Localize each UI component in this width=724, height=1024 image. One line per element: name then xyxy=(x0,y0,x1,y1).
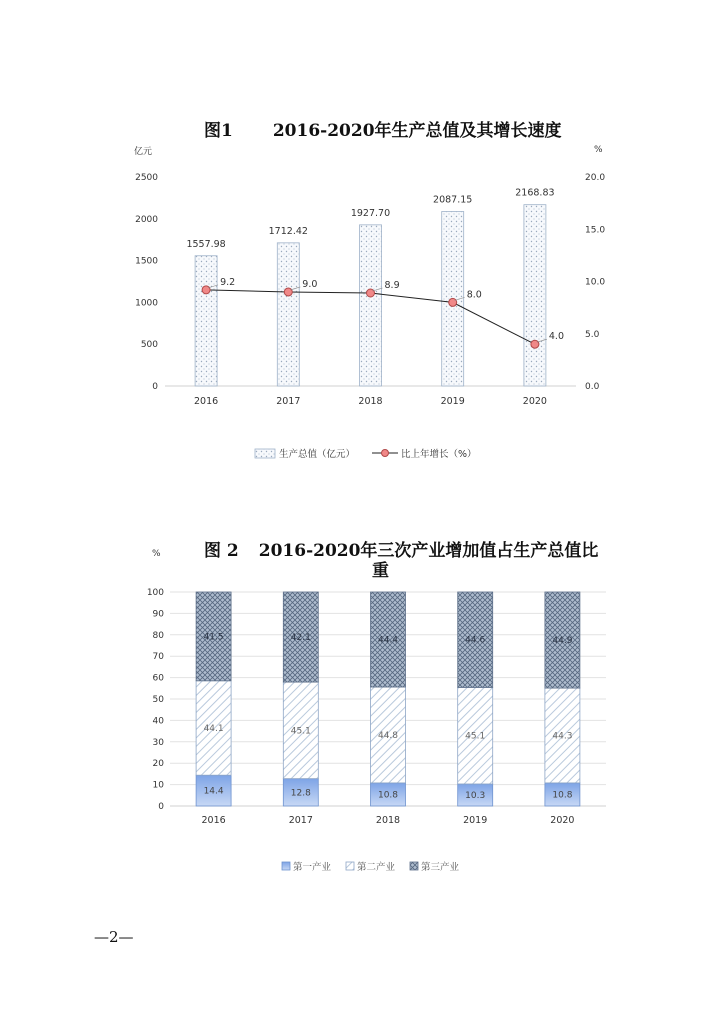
chart2-x-tick: 2016 xyxy=(201,815,226,826)
chart2-legend-swatch xyxy=(346,862,354,870)
chart1-x-tick: 2016 xyxy=(194,396,219,407)
chart2-legend-swatch xyxy=(410,862,418,870)
chart2-y-tick: 60 xyxy=(152,673,164,684)
chart1-y-tick: 1000 xyxy=(135,298,158,309)
chart2-x-tick: 2020 xyxy=(550,815,575,826)
chart2-y-tick: 100 xyxy=(146,588,164,598)
chart1-bar xyxy=(360,225,382,386)
chart1-legend-bar-label: 生产总值（亿元） xyxy=(279,449,356,460)
chart2-y-tick: 20 xyxy=(152,759,164,770)
chart2-legend-label: 第三产业 xyxy=(421,862,460,873)
chart2-legend-swatch xyxy=(282,862,290,870)
chart1-x-tick: 2020 xyxy=(522,396,547,407)
chart2-segment-label: 10.8 xyxy=(552,790,573,801)
chart1-bar xyxy=(277,243,299,386)
chart1-y2-tick: 5.0 xyxy=(585,329,600,340)
chart1-growth-label: 9.2 xyxy=(220,276,236,288)
chart2-segment-label: 10.8 xyxy=(377,790,399,801)
chart1-legend-marker xyxy=(382,450,389,457)
chart1-growth-point xyxy=(367,289,375,297)
chart2-y-tick: 0 xyxy=(158,802,164,812)
chart2-x-tick: 2018 xyxy=(375,815,401,826)
chart1-x-tick: 2017 xyxy=(276,396,301,407)
chart2-segment-label: 44.9 xyxy=(552,636,573,647)
chart2-segment-label: 41.5 xyxy=(203,632,224,643)
chart1-y2-tick: 15.0 xyxy=(585,225,606,236)
chart2-y-tick: 50 xyxy=(152,695,164,705)
chart1-y-tick: 500 xyxy=(140,340,158,351)
chart1-growth-point xyxy=(284,288,292,296)
chart1-y-tick: 0 xyxy=(152,382,158,392)
chart2-segment-label: 44.8 xyxy=(377,730,399,741)
chart1-bar xyxy=(524,205,546,386)
chart2-y-tick: 90 xyxy=(152,609,164,620)
chart1-growth-label: 8.9 xyxy=(384,279,400,291)
chart1-bar-label: 1927.70 xyxy=(350,207,391,219)
chart1-y-tick: 2500 xyxy=(135,173,158,183)
chart2-title-continuation: 重 xyxy=(372,561,389,581)
chart2-legend-label: 第一产业 xyxy=(293,862,332,873)
chart1-legend-bar-swatch xyxy=(255,449,275,458)
chart2-y-tick: 80 xyxy=(152,630,164,641)
chart2-y-tick: 40 xyxy=(152,716,164,727)
chart1-x-tick: 2018 xyxy=(358,396,383,407)
chart2-segment-label: 44.6 xyxy=(465,635,486,646)
chart1-bar-label: 1712.42 xyxy=(268,225,308,237)
chart2-segment-label: 42.1 xyxy=(290,633,311,644)
chart1-growth-label: 9.0 xyxy=(302,278,318,290)
chart2-segment-label: 45.1 xyxy=(465,731,486,742)
chart2-segment-label: 44.4 xyxy=(377,635,399,646)
chart2-segment-label: 44.3 xyxy=(552,731,573,742)
chart2-y-tick: 70 xyxy=(152,652,164,663)
chart2-x-tick: 2019 xyxy=(463,815,488,826)
chart1-y2-tick: 10.0 xyxy=(585,277,606,288)
chart2-segment-label: 10.3 xyxy=(465,790,486,801)
chart2-title: 图 2 2016-2020年三次产业增加值占生产总值比 xyxy=(204,541,599,561)
chart1-y2-tick: 0.0 xyxy=(585,382,600,392)
chart1-title: 图1 2016-2020年生产总值及其增长速度 xyxy=(204,121,562,141)
chart1-growth-label: 8.0 xyxy=(466,289,482,301)
chart2-x-tick: 2017 xyxy=(288,815,313,826)
chart1-y2-tick: 20.0 xyxy=(585,173,606,183)
chart1-bar-label: 2168.83 xyxy=(515,187,555,199)
chart1-bar-label: 1557.98 xyxy=(186,238,226,250)
chart2-y-tick: 10 xyxy=(152,780,164,791)
chart1-legend-line-label: 比上年增长（%） xyxy=(401,449,477,460)
chart2-unit: % xyxy=(152,549,161,559)
chart1-left-unit: 亿元 xyxy=(134,147,153,157)
chart1-x-tick: 2019 xyxy=(440,396,465,407)
chart1-bar xyxy=(195,256,217,386)
chart1-y-tick: 2000 xyxy=(135,214,158,225)
chart2-segment-label: 44.1 xyxy=(203,723,224,734)
chart2-y-tick: 30 xyxy=(152,737,164,748)
chart1-bar-label: 2087.15 xyxy=(433,194,473,206)
chart2-segment-label: 14.4 xyxy=(203,786,224,797)
chart1-growth-label: 4.0 xyxy=(548,331,565,343)
chart2-legend-label: 第二产业 xyxy=(357,862,396,873)
chart2-segment-label: 45.1 xyxy=(290,726,311,737)
page-number: —2— xyxy=(94,928,134,946)
chart2-segment-label: 12.8 xyxy=(290,788,311,799)
chart1-growth-point xyxy=(202,286,210,294)
chart1-growth-point xyxy=(531,340,539,348)
chart1-growth-point xyxy=(449,298,457,306)
chart1-right-unit: % xyxy=(594,145,603,155)
chart1-y-tick: 1500 xyxy=(135,256,158,267)
